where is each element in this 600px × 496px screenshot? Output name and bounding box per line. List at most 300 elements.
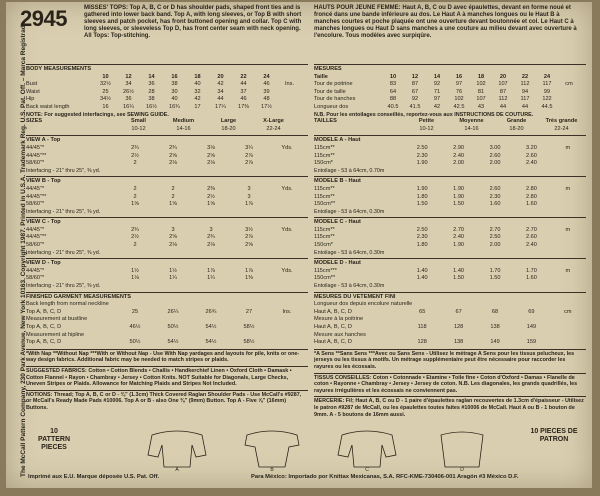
size-row-cell: 24	[543, 73, 551, 80]
yardage-row-cell: 2.80	[525, 185, 537, 192]
finished-row-label: Haut A, B, C, D	[314, 324, 352, 330]
yardage-row-cell: 1½	[131, 267, 139, 274]
yardage-row-cell: 1⅛	[131, 275, 139, 282]
yardage-row-label: 58/60"*	[26, 160, 45, 167]
yardage-row-cell: 2.40	[525, 242, 537, 249]
yardage-row-label: 115cm**	[314, 152, 335, 159]
yardage-row-cell: 2⅛	[207, 242, 215, 249]
sketch-label-b: B	[270, 467, 274, 472]
yardage-row-cell: 1⅞	[245, 201, 253, 208]
yardage-row	[26, 268, 308, 276]
measure-row-cell: 42	[433, 103, 441, 110]
yardage-row-cell: 2.60	[525, 152, 537, 159]
measure-row-cell: 17	[194, 103, 201, 110]
measure-row-cell	[278, 104, 301, 112]
yardage-row-cell: 1⅝	[131, 201, 139, 208]
measure-row	[26, 81, 308, 89]
notions-block	[26, 390, 308, 412]
yardage-row-label: 115cm**	[314, 234, 335, 241]
sizes-range-row-cell: 22-24	[554, 125, 569, 132]
yardage-row	[314, 268, 586, 276]
finished-row-label: Measurement at hipline	[26, 331, 85, 338]
notions-title: NOTIONS:	[26, 391, 54, 398]
yardage-row-cell: 2⅜	[207, 185, 215, 192]
yardage-row-cell: 1.50	[489, 275, 501, 282]
finished-row-cell: 46½	[129, 324, 141, 330]
measure-row-cell: 44	[521, 103, 529, 110]
finished-row-cell	[116, 301, 154, 309]
sizes-range-row-cell: 10-12	[419, 125, 434, 132]
measure-row-cell: 117	[520, 96, 530, 103]
yardage-row-cell: 1⅝	[207, 201, 215, 208]
view-title: VIEW C - Top	[26, 217, 308, 227]
yardage-row-label: 150cm**	[314, 275, 336, 282]
yardage-row-label: 115cm**	[314, 144, 335, 151]
yardage-row-cell: 1.80	[416, 193, 428, 200]
measure-row-cell: 42.5	[453, 103, 465, 110]
measure-row-cell: 107	[476, 96, 486, 103]
yardage-row-cell: 1.40	[416, 275, 428, 282]
yardage-row	[26, 153, 308, 161]
yardage-row-cell	[268, 234, 306, 242]
measure-row-cell: 37	[240, 88, 247, 95]
yardage-row-cell	[550, 242, 586, 250]
measure-row	[314, 89, 586, 97]
measure-row-cell: 97	[433, 96, 441, 103]
english-description-text: Top A, B, C or D has shoulder pads, shaped front ties and is gathered into lower back band. Top A, with long sleeves, or Top B with short sleeves and patch pocket, has front buttoned opening and collar. Top C with long sleeves, or sleeveless Top D, has front center seam with neck opening. All Tops: Top-stitching.	[84, 5, 302, 39]
yardage-row-cell: 1.60	[525, 201, 537, 208]
sizes-header-cell: X-Large	[263, 118, 284, 125]
yardage-row	[26, 227, 308, 235]
measure-row-cell: 92	[433, 81, 441, 88]
sizes-header-label: TAILLES	[314, 118, 337, 125]
yardage-row	[314, 160, 586, 168]
yardage-row-cell	[268, 160, 306, 168]
sizes-range-row-cell: 14-16	[176, 125, 191, 132]
size-row-cell	[278, 74, 301, 82]
yardage-row	[314, 153, 586, 161]
measure-row-label: Longueur dos	[314, 103, 349, 110]
measure-row-cell: 94	[521, 88, 529, 95]
notions-title: MERCERIE:	[314, 398, 346, 405]
copyright-spine	[6, 21, 27, 482]
measure-row-cell	[558, 104, 580, 112]
finished-row-cell	[550, 324, 586, 332]
size-row-cell: 20	[217, 73, 224, 80]
yardage-row-cell: 2.30	[416, 152, 428, 159]
measure-row-cell: 44	[217, 96, 224, 103]
measure-row-cell: 76	[455, 88, 463, 95]
measure-row	[26, 89, 308, 97]
measure-row-cell	[278, 89, 301, 97]
measure-row	[26, 104, 308, 112]
yardage-row-cell: 2.00	[453, 160, 465, 167]
finished-row-cell	[154, 316, 192, 324]
yardage-row-cell: 2.50	[416, 144, 428, 151]
sketch-view-c	[336, 427, 398, 472]
measure-row-cell: 16	[102, 103, 109, 110]
measure-row-cell: 42	[217, 81, 224, 88]
measure-row-cell: 117	[542, 81, 552, 88]
yardage-row-label: 115cm**	[314, 193, 335, 200]
yardage-row-cell	[268, 153, 306, 161]
french-column	[314, 62, 586, 418]
yardage-row-cell: 1.90	[453, 242, 465, 249]
finished-row-cell: 69	[528, 308, 535, 315]
finished-row-cell: 26¾	[205, 308, 217, 315]
sizes-header-cell: Large	[220, 118, 237, 125]
yardage-row-label: 115cm***	[314, 267, 337, 274]
finished-row-cell: 159	[526, 339, 537, 346]
yardage-row-cell: Yds.	[281, 267, 293, 274]
view-interfacing: Interfacing - 21" thru 25", ⅜ yd.	[26, 167, 101, 174]
finished-row-label: Haut A, B, C, D	[314, 308, 352, 315]
english-column	[26, 62, 308, 412]
yardage-row-cell: Yds.	[281, 144, 293, 151]
sizes-header	[26, 118, 308, 126]
measure-row-cell: 41.5	[409, 103, 421, 110]
yardage-row-label: 150cm*	[314, 160, 333, 167]
size-row	[314, 74, 586, 82]
yardage-row-cell: 3	[171, 226, 175, 233]
yardage-row-cell: 1⅞	[207, 267, 215, 274]
measure-row-cell: 16¾	[169, 103, 180, 110]
yardage-row	[314, 242, 586, 250]
yardage-row-cell: 2⅝	[207, 152, 215, 159]
yardage-row-cell: 2.60	[525, 234, 537, 241]
finished-row-cell: 27	[245, 308, 253, 315]
measure-row-cell: 92	[411, 96, 419, 103]
yardage-row-cell: 2⅞	[245, 234, 253, 241]
finished-row-cell: 54½	[205, 339, 217, 346]
view-interfacing: Interfacing - 21" thru 25", ⅜ yd.	[26, 283, 101, 290]
size-row-cell: 14	[433, 73, 441, 80]
finished-row-label: Longueur dos depuis encolure naturelle	[314, 301, 413, 308]
yardage-row-cell: 1.90	[453, 193, 465, 200]
yardage-row	[314, 145, 586, 153]
yardage-row	[26, 242, 308, 250]
sizes-range-row-label	[314, 126, 404, 134]
size-row-cell: 14	[148, 73, 155, 80]
yardage-row-cell: 3	[247, 185, 251, 192]
measure-row-cell: 112	[520, 81, 530, 88]
yardage-row-cell: 2.40	[453, 234, 465, 241]
finished-row-label: Top A, B, C, D	[26, 324, 62, 330]
finished-row-label: Haut A, B, C, D	[314, 339, 352, 346]
yardage-row-cell	[268, 275, 306, 283]
yardage-row-cell: 2⅞	[245, 160, 253, 167]
measure-row-label: Hip	[26, 96, 35, 103]
measure-row-cell: 25	[102, 88, 109, 95]
finished-row-cell: Ins.	[282, 308, 292, 315]
yardage-row-cell: 2¾	[131, 144, 139, 151]
sizes-range-row	[26, 126, 308, 134]
sketch-label-a: A	[175, 467, 179, 472]
size-row-cell: 18	[194, 73, 201, 80]
view-title: VIEW D - Top	[26, 258, 308, 268]
finished-row-cell: 128	[417, 339, 427, 346]
fabrics-text: Cotton • Cotton Blends • Challis • Handkerchief Linen • Oxford Cloth • Damask • Cotton Flannel • Rayon • Chambray • Jersey • Cotton Knits. NOT Suitable for Diagonals, Large Checks, Uneven Stripes or Plaids. Allowance for Matching Plaids and Stripes Not Included.	[26, 367, 292, 388]
yardage-row-cell: 1¼	[207, 275, 215, 282]
yardage-row-label: 44/45"*	[26, 185, 45, 192]
measure-row-cell: 87	[411, 81, 419, 88]
yardage-row-cell	[268, 242, 306, 250]
notions-text: Fil; Haut A, B, C ou D - 1 paire d'épaulettes raglan recouvertes de 1.3cm d'épaisseur - Utilisez le patron #9287 de McCall, ou les épaulettes toutes faites #10006 de McCall. Haut A ou B - 1 bouton de 9mm. A - 5 boutons de 16mm aussi.	[314, 398, 584, 418]
yardage-row-label: 58/60"*	[26, 275, 45, 282]
finished-row	[26, 339, 308, 347]
size-row-cell: 12	[411, 73, 419, 80]
english-description	[84, 5, 306, 40]
yardage-row-cell: 3.20	[525, 144, 537, 151]
yardage-row-cell: 1.40	[416, 267, 428, 274]
size-row-cell: 16	[171, 73, 178, 80]
yardage-row	[26, 275, 308, 283]
measure-row-label: Bust	[26, 81, 38, 88]
fabrics-text: Coton • Cotonnade • Etamine • Toile fine • Coton d'Oxford • Damas • Flanelle de coton • Rayonne • Chambray • Jersey • Jersey de coton. N.B. Les diagonales, les grands quadrillés, les rayures irrégulières et les écossais ne conviennent pas.	[314, 374, 578, 394]
yardage-row-cell: 2½	[131, 234, 139, 241]
yardage-row-cell: 3½	[245, 226, 253, 233]
size-row-cell: 12	[125, 73, 132, 80]
yardage-row	[314, 275, 586, 283]
yardage-row-cell: 2⅝	[169, 152, 177, 159]
yardage-row-cell: 1.70	[525, 267, 537, 274]
measure-row-cell: 88	[389, 96, 397, 103]
finished-row	[314, 324, 586, 332]
sizes-header-label: SIZES	[26, 118, 43, 125]
finished-row-label: Top A, B, C, D	[26, 308, 62, 315]
yardage-row-label: 44/45"*	[26, 226, 45, 233]
yardage-row-label: 115cm**	[314, 226, 335, 233]
measure-row-cell: Ins.	[284, 81, 295, 88]
finished-row	[26, 324, 308, 332]
yardage-row-cell: 2.70	[489, 226, 501, 233]
finished-header: FINISHED GARMENT MEASUREMENTS	[26, 292, 308, 302]
yardage-row-cell: 1.90	[416, 185, 428, 192]
yardage-row-label: 150cm**	[314, 201, 336, 208]
finished-row-cell: cm	[564, 308, 572, 315]
finished-row-cell	[116, 316, 154, 324]
copyright-text: The McCall Pattern Company, 230 Park Avenue, New York 10163. Copyright 1987. Printed in U.S.A. Trademark Reg. U.S. Pat. Off. – Marca Registrada	[20, 21, 27, 477]
yardage-row-cell: 2	[133, 193, 137, 200]
fabrics-title: SUGGESTED FABRICS:	[26, 367, 89, 374]
finished-row-cell	[230, 316, 268, 324]
view-interfacing: Entoilage - 53 à 64cm, 0.30m	[314, 208, 385, 215]
size-row	[26, 74, 308, 82]
finished-row	[26, 316, 308, 324]
size-row-cell: 10	[102, 73, 109, 80]
interfacing-note: N.B. Pour les entoilages conseillés, reportez-vous aux INSTRUCTIONS DE COUTURE.	[314, 111, 534, 118]
measure-row-label: Tour de hanches	[314, 96, 356, 103]
yardage-row-cell: 2.60	[489, 152, 501, 159]
finished-row-cell: 58½	[243, 324, 255, 330]
pattern-number: 2945	[20, 6, 67, 31]
yardage-row-cell	[550, 275, 586, 283]
measure-row-cell: 16¼	[123, 103, 134, 110]
interfacing-note: NOTE: For suggested interfacings, see SEWING GUIDE.	[26, 111, 169, 118]
finished-row	[26, 332, 308, 340]
sizes-header-cell: Small	[131, 118, 146, 125]
yardage-row	[26, 201, 308, 209]
yardage-row-cell	[550, 153, 586, 161]
french-footer: Para México: Importado por Knittax Mexicanas, S.A. RFC-KME-730406-001 Aragón #3 México D.F.	[251, 474, 519, 480]
yardage-row-cell: 2¾	[207, 234, 215, 241]
yardage-row-cell: 3⅛	[207, 144, 215, 151]
finished-row-cell: 149	[526, 324, 537, 330]
measure-row-cell	[558, 89, 580, 97]
finished-row	[26, 309, 308, 317]
finished-row-cell: 50½	[129, 339, 141, 346]
sizes-range-row-cell: 18-20	[509, 125, 524, 132]
finished-row-label: Top A, B, C, D	[26, 339, 62, 346]
measure-row-cell: 28	[148, 88, 155, 95]
english-footer: Imprimé aux E.U. Marque déposée U.S. Pat. Off.	[28, 474, 160, 480]
measure-row-cell: 107	[498, 81, 508, 88]
finished-row-cell: 138	[490, 324, 500, 330]
fabrics-block	[26, 366, 308, 388]
measure-row-cell: 48	[263, 96, 270, 103]
yardage-row-cell: 2⅞	[245, 152, 253, 159]
measure-row-cell: 81	[477, 88, 485, 95]
measure-row-cell: 34	[125, 81, 132, 88]
measure-row-cell: 102	[454, 96, 464, 103]
measure-row-cell: 87	[499, 88, 507, 95]
finished-row-cell	[230, 301, 268, 309]
yardage-row-cell	[550, 194, 586, 202]
yardage-row-label: 44/45"*	[26, 267, 45, 274]
sizes-header-cell: Très grande	[545, 118, 578, 125]
sizes-range-row-cell: 14-16	[464, 125, 479, 132]
finished-row	[314, 332, 586, 340]
size-row-label	[26, 74, 94, 82]
yardage-row-cell: 1.50	[453, 275, 465, 282]
finished-row-cell	[524, 301, 564, 309]
yardage-row-cell: 2.00	[489, 160, 501, 167]
yardage-row	[314, 194, 586, 202]
measure-row-cell	[278, 96, 301, 104]
yardage-row	[26, 194, 308, 202]
french-title: HAUTS POUR JEUNE FEMME:	[314, 5, 401, 11]
finished-row-cell	[550, 339, 586, 347]
finished-row-cell: 138	[453, 339, 464, 346]
measure-row-cell: 40	[194, 81, 201, 88]
measure-row-cell: 17⅜	[238, 103, 249, 110]
yardage-row-cell: 2.30	[416, 234, 428, 241]
measure-row-cell: 40	[171, 96, 178, 103]
yardage-row-cell	[550, 160, 586, 168]
measure-row-cell: 16½	[146, 103, 157, 110]
view-title: MODELE C - Haut	[314, 217, 586, 227]
finished-row	[314, 339, 586, 347]
english-title: MISSES' TOPS:	[84, 5, 128, 11]
view-interfacing: Interfacing - 21" thru 25", ⅜ yd.	[26, 208, 101, 215]
sizes-header-cell: Medium	[172, 118, 195, 125]
measure-row	[314, 81, 586, 89]
notions-text: Thread; Top A, B, C or D - ⅜" (1.3cm) Thick Covered Raglan Shoulder Pads - Use McCall's #9287, or McCall's Ready Made Pads #10006. Top A or B - also One ⅜" (9mm) Button. Top A - Five ⅝" (16mm) Buttons.	[26, 391, 302, 411]
measure-row-cell	[558, 96, 580, 104]
finished-row-cell	[192, 301, 230, 309]
finished-row-cell: 67	[455, 308, 462, 315]
measure-row-cell: 32	[194, 88, 201, 95]
yardage-row-cell: 2⅛	[207, 160, 215, 167]
finished-row-cell	[154, 301, 192, 309]
yardage-row	[314, 234, 586, 242]
yardage-row-cell: 2	[133, 185, 137, 192]
french-description-text: Haut A, B, C ou D avec épaulettes, devant en forme noué et froncé dans une bande inférieure au dos. Le Haut A à manches longues ou le Haut B à manches courtes et poche plaquée ont une ouverture devant boutonnée et col. Le Haut C à manches longues ou Haut D sans manches a une couture au milieu devant avec ouverture à l'encolure. Tous modèles avec surpiqûre.	[314, 5, 577, 39]
finished-row-cell	[268, 324, 306, 332]
measure-row-cell: 40.5	[387, 103, 399, 110]
sizes-header-cell: Grande	[506, 118, 527, 125]
sketch-label-c: C	[365, 467, 369, 472]
yardage-row-cell: 2⅝	[245, 242, 253, 249]
measure-row-label: Waist	[26, 88, 40, 95]
measure-row-cell: 30	[171, 88, 178, 95]
yardage-row-cell: 3	[209, 226, 213, 233]
yardage-row-label: 150cm*	[314, 242, 333, 249]
yardage-row	[314, 186, 586, 194]
measure-row-cell: 34	[217, 88, 224, 95]
finished-row-label: Mesure aux hanches	[314, 331, 366, 338]
finished-row	[314, 316, 586, 324]
yardage-row-cell: 2⅛	[169, 242, 177, 249]
yardage-row-cell: 1.60	[525, 275, 537, 282]
sizes-range-row-label	[26, 126, 116, 134]
finished-row	[26, 301, 308, 309]
measure-row-cell: 67	[411, 88, 419, 95]
english-pieces-count: 10 PATTERN PIECES	[37, 428, 71, 451]
measure-row-cell: 26½	[123, 88, 134, 95]
finished-row-cell: 25	[131, 308, 139, 315]
yardage-row-cell: 1½	[169, 267, 177, 274]
yardage-row-cell: 2⅝	[169, 234, 177, 241]
measure-row-cell: 83	[389, 81, 397, 88]
view-title: VIEW B - Top	[26, 176, 308, 186]
finished-row-cell: 50½	[167, 324, 179, 330]
yardage-row-cell	[268, 201, 306, 209]
measure-row-cell: 122	[542, 96, 552, 103]
yardage-row-cell: 1¼	[169, 275, 177, 282]
measure-row	[314, 104, 586, 112]
yardage-row-cell: 3.00	[489, 144, 501, 151]
yardage-row-cell: 2	[133, 242, 137, 249]
measurements-header: BODY MEASUREMENTS	[26, 64, 308, 74]
finished-row-cell: 54½	[167, 339, 179, 346]
yardage-row-cell: 1.40	[453, 267, 465, 274]
measure-row	[26, 96, 308, 104]
view-interfacing: Interfacing - 21" thru 25", ⅜ yd.	[26, 249, 101, 256]
measure-row-cell: 44.5	[541, 103, 553, 110]
finished-row-label: Back length from normal neckline	[26, 301, 109, 308]
finished-row-cell	[192, 316, 230, 324]
yardage-row-cell: 1⅞	[245, 267, 253, 274]
measure-row-cell: 42	[194, 96, 201, 103]
yardage-row-label: 44/45"**	[26, 193, 47, 200]
yardage-row-cell: 3¼	[245, 144, 253, 151]
view-title: MODELE D - Haut	[314, 258, 586, 268]
measure-row-cell: 43	[477, 103, 485, 110]
yardage-row-cell: 2¾	[169, 144, 177, 151]
yardage-row-cell: 2	[171, 193, 175, 200]
finished-row-cell	[404, 301, 444, 309]
finished-row-label: Measurement at bustline	[26, 316, 88, 323]
finished-row-cell	[268, 339, 306, 347]
measure-row-label: Tour de poitrine	[314, 81, 353, 88]
yardage-row-cell: 1.90	[416, 160, 428, 167]
yardage-row-cell: 1.60	[489, 201, 501, 208]
measure-row-cell: 17½	[261, 103, 272, 110]
sizes-range-row-cell: 10-12	[131, 125, 146, 132]
yardage-row-cell: 2.80	[525, 193, 537, 200]
measure-row-cell: 39	[263, 88, 270, 95]
